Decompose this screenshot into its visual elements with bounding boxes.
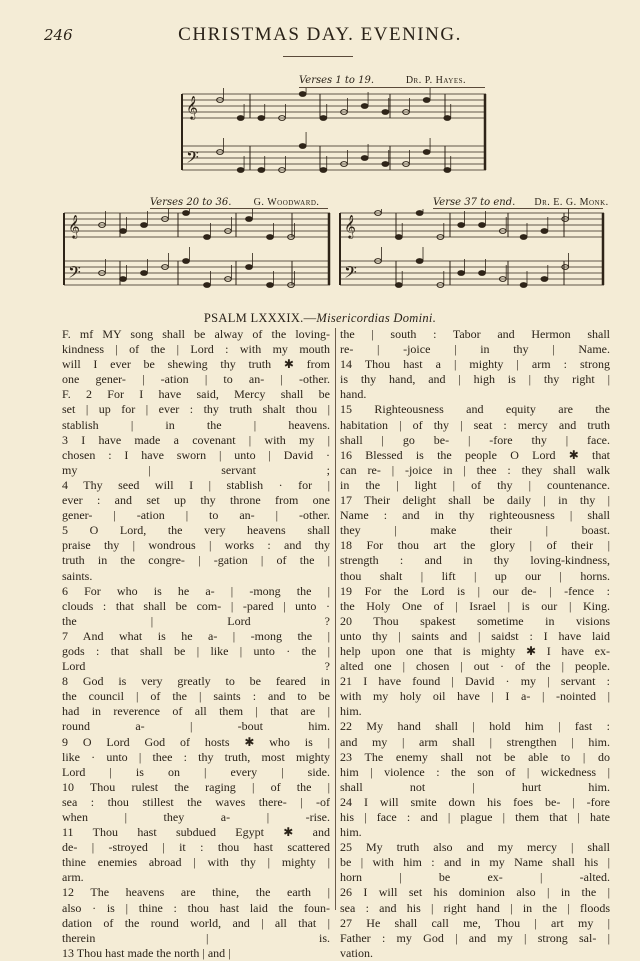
psalm-text-line: gener- | -ation | to an- | -other.	[62, 508, 330, 523]
tune-2-composer: G. Woodward.	[253, 197, 320, 208]
title-rule	[283, 56, 353, 57]
tune-3-label	[433, 197, 609, 208]
note-head	[299, 144, 306, 149]
psalm-text-line: like · unto | thee : thy truth, most mighty	[62, 749, 330, 764]
note-head	[267, 283, 274, 288]
tune-1-label	[299, 75, 466, 86]
psalm-text-line: 11 Thou hast subdued Egypt ✱ and	[62, 825, 330, 840]
psalm-text-line: the | south : Tabor and Hermon shall	[340, 327, 610, 341]
psalm-text-line: truth in the congre- | -gation | of the |	[62, 553, 330, 568]
psalm-text-line: 3 I have made a covenant | with my |	[62, 432, 330, 447]
note-head	[204, 235, 211, 240]
psalm-text-line: 9 O Lord God of hosts ✱ who is |	[62, 734, 330, 749]
psalm-text-line: him | violence : the son of | wickedness |	[340, 764, 610, 779]
psalm-text-line: 22 My hand shall | hold him | fast :	[340, 719, 610, 734]
tune-2-score	[62, 209, 332, 297]
note-head	[183, 259, 190, 264]
tune-2-label	[150, 197, 319, 208]
psalm-text-line: vation.	[340, 945, 373, 960]
psalm-text-line: also · is | thine : thou hast laid the foun-	[62, 900, 330, 915]
psalm-text-line: when | they a- | -rise.	[62, 810, 330, 824]
tune-3-score	[338, 209, 606, 297]
note-head	[479, 271, 486, 276]
psalm-text-line: the | Lord ?	[62, 613, 330, 628]
psalm-text-line: 18 For thou art the glory | of their |	[340, 538, 610, 553]
psalm-text-line: unto thy | saints and | saidst : I have laid	[340, 628, 610, 643]
psalm-text-line: 23 The enemy shall not be able to | do	[340, 749, 610, 764]
page-number: 246	[44, 26, 73, 44]
tune-2-verses: Verses 20 to 36.	[150, 197, 232, 208]
psalm-text-line: saints.	[62, 568, 93, 583]
note-head	[267, 235, 274, 240]
note-head	[423, 150, 430, 155]
psalm-text-line: one gener- | -ation | to an- | -other.	[62, 372, 330, 387]
psalm-text-line: and my | arm shall | strengthen | him.	[340, 734, 610, 749]
note-head	[416, 259, 423, 264]
psalm-text-line: will I ever be shewing thy truth ✱ from	[62, 357, 330, 372]
psalm-text-right-column	[340, 327, 610, 961]
psalm-text-line: 7 And what is he a- | -mong the |	[62, 628, 330, 643]
psalm-text-line: 19 For the Lord is | our de- | -fence :	[340, 583, 610, 598]
psalm-latin-title: Misericordias Domini.	[316, 311, 437, 325]
psalm-text-line: re- | -joice | in thy | Name.	[340, 342, 610, 357]
note-head	[246, 265, 253, 270]
note-head	[520, 283, 527, 288]
psalm-text-line: Name : and in thy righteousness | shall	[340, 508, 610, 523]
note-head	[382, 162, 389, 167]
psalm-text-line: the council | of the | saints : and to be	[62, 689, 330, 704]
psalm-text-line: ever : and set up thy throne from one	[62, 493, 330, 508]
clef-icon: 𝄞	[186, 95, 198, 119]
note-head	[237, 116, 244, 121]
note-head	[395, 283, 402, 288]
psalm-text-line: can re- | -joice in | thee : they shall walk	[340, 462, 610, 477]
psalm-text-line: horn | be ex- | -alted.	[340, 870, 610, 885]
psalm-text-line: with my holy oil have | I a- | -nointed |	[340, 689, 610, 704]
psalm-text-line: 27 He shall call me, Thou | art my |	[340, 915, 610, 930]
clef-icon: 𝄢	[344, 262, 357, 286]
psalm-text-line: 25 My truth also and my mercy | shall	[340, 840, 610, 855]
note-head	[458, 223, 465, 228]
psalm-text-line: F. mf MY song shall be alway of the loving-	[62, 327, 330, 341]
clef-icon: 𝄞	[344, 214, 356, 238]
clef-icon: 𝄢	[68, 262, 81, 286]
psalm-text-line: in the | light | of thy | countenance.	[340, 477, 610, 492]
note-head	[541, 229, 548, 234]
psalm-text-line: thine enemies abroad | with thy | mighty |	[62, 855, 330, 870]
psalm-text-line: 8 God is very greatly to be feared in	[62, 674, 330, 689]
psalm-text-line: 20 Thou spakest sometime in visions	[340, 613, 610, 628]
clef-icon: 𝄞	[68, 214, 80, 238]
psalm-text-line: sea : thou stillest the waves there- | -of	[62, 794, 330, 809]
note-head	[141, 271, 148, 276]
psalm-text-line: therein | is.	[62, 930, 330, 945]
psalm-text-line: 16 Blessed is the people O Lord ✱ that	[340, 447, 610, 462]
note-head	[423, 98, 430, 103]
note-head	[120, 277, 127, 282]
note-head	[395, 235, 402, 240]
psalm-text-line: shall | go be- | -fore thy | face.	[340, 432, 610, 447]
note-head	[299, 92, 306, 97]
psalm-text-line: 14 Thou hast a | mighty | arm : strong	[340, 357, 610, 372]
note-head	[458, 271, 465, 276]
psalm-text-line: 13 Thou hast made the north | and |	[62, 945, 231, 960]
psalm-text-line: 17 Their delight shall be daily | in thy |	[340, 493, 610, 508]
psalm-text-line: gods : that shall be | like | unto · the |	[62, 643, 330, 658]
running-title: CHRISTMAS DAY. EVENING.	[178, 24, 462, 45]
psalm-text-line: Lord | is on | every | side.	[62, 764, 330, 779]
psalm-text-line: help upon one that is mighty ✱ I have ex-	[340, 643, 610, 658]
note-head	[258, 116, 265, 121]
psalm-text-line: hand.	[340, 387, 367, 402]
note-head	[320, 116, 327, 121]
psalm-text-line: they | make their | boast.	[340, 523, 610, 538]
tune-1-composer: Dr. P. Hayes.	[405, 75, 467, 86]
psalm-text-line: my | servant ;	[62, 462, 330, 477]
psalm-text-line: kindness | of the | Lord : with my mouth	[62, 342, 330, 357]
note-head	[183, 211, 190, 216]
psalm-text-line: is thy hand, and | high is | thy right |	[340, 372, 610, 387]
note-head	[258, 168, 265, 173]
note-head	[237, 168, 244, 173]
psalm-text-line: his | face : and | plague | them that | hate	[340, 810, 610, 824]
tune-1-score	[180, 88, 488, 178]
note-head	[416, 211, 423, 216]
psalm-text-line: 10 Thou rulest the raging | of the |	[62, 779, 330, 794]
psalm-text-line: round a- | -bout him.	[62, 719, 330, 734]
column-divider	[335, 328, 336, 910]
psalm-text-line: F. 2 For I have said, Mercy shall be	[62, 387, 330, 402]
psalm-text-line: sea : and his | right hand | in the | floods	[340, 900, 610, 915]
psalm-text-line: strength : and in thy loving-kindness,	[340, 553, 610, 568]
note-head	[246, 217, 253, 222]
tune-3-composer: Dr. E. G. Monk.	[534, 197, 609, 208]
psalm-text-line: be | with him : and in my Name shall his |	[340, 855, 610, 870]
note-head	[204, 283, 211, 288]
psalm-text-line: 6 For who is he a- | -mong the |	[62, 583, 330, 598]
psalm-text-line: stablish | in the | heavens.	[62, 417, 330, 432]
note-head	[141, 223, 148, 228]
note-head	[361, 104, 368, 109]
psalm-text-line: him.	[340, 704, 362, 719]
note-head	[520, 235, 527, 240]
psalm-text-line: him.	[340, 825, 362, 840]
psalm-text-line: Lord ?	[62, 659, 330, 674]
note-head	[479, 223, 486, 228]
note-head	[120, 229, 127, 234]
tune-1-verses: Verses 1 to 19.	[299, 75, 375, 86]
psalm-text-line: Father : my God | and my | strong sal- |	[340, 930, 610, 945]
note-head	[444, 116, 451, 121]
psalm-text-line: arm.	[62, 870, 84, 885]
psalm-text-line: dation of the round world, and | all that |	[62, 915, 330, 930]
psalm-text-line: clouds : that shall be com- | -pared | unto ·	[62, 598, 330, 613]
psalm-text-line: 5 O Lord, the very heavens shall	[62, 523, 330, 538]
clef-icon: 𝄢	[186, 147, 199, 171]
psalm-text-line: 24 I will smite down his foes be- | -fore	[340, 794, 610, 809]
note-head	[361, 156, 368, 161]
note-head	[541, 277, 548, 282]
psalm-text-line: 21 I have found | David · my | servant :	[340, 674, 610, 689]
psalm-text-line: praise thy | wondrous | works : and thy	[62, 538, 330, 553]
psalm-text-line: 12 The heavens are thine, the earth |	[62, 885, 330, 900]
tune-3-verses: Verse 37 to end.	[433, 197, 516, 208]
note-head	[320, 168, 327, 173]
psalm-text-line: de- | -stroyed | it : thou hast scattered	[62, 840, 330, 855]
psalm-text-line: 4 Thy seed will I | stablish · for |	[62, 477, 330, 492]
psalm-text-line: chosen : I have sworn | unto | David ·	[62, 447, 330, 462]
psalm-text-line: thou shalt | lift | up our | horns.	[340, 568, 610, 583]
psalm-text-line: shall not | hurt him.	[340, 779, 610, 794]
psalm-text-line: had in reverence of all them | that are |	[62, 704, 330, 719]
psalm-text-line: the Holy One of | Israel | is our | King.	[340, 598, 610, 613]
psalm-text-left-column	[62, 327, 330, 961]
note-head	[444, 168, 451, 173]
psalm-heading	[0, 311, 640, 326]
psalm-text-line: habitation | of thy | seat : mercy and truth	[340, 417, 610, 432]
psalm-text-line: set | up for | ever : thy truth shalt thou |	[62, 402, 330, 417]
psalm-number: PSALM LXXXIX.—	[203, 311, 317, 325]
psalm-text-line: 15 Righteousness and equity are the	[340, 402, 610, 417]
psalm-text-line: alted one | chosen | out · of the | people.	[340, 659, 610, 674]
note-head	[382, 110, 389, 115]
psalm-text-line: 26 I will set his dominion also | in the |	[340, 885, 610, 900]
